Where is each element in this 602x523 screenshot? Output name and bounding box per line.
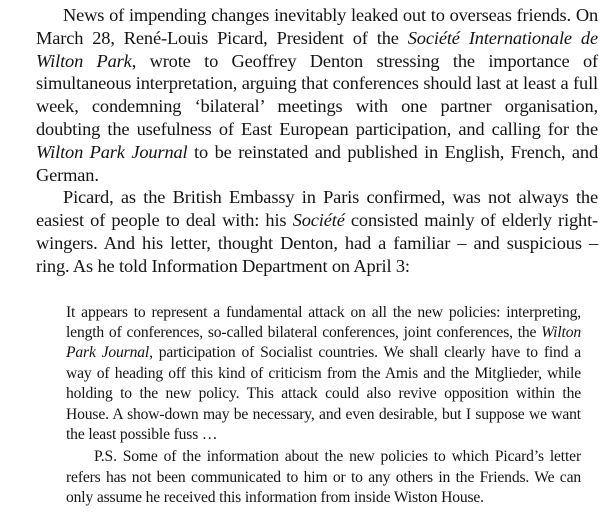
- italic-journal-title-quote: Wilton Park Journal: [66, 323, 581, 362]
- quote-paragraph-main: [66, 303, 581, 446]
- italic-societe-title: Société Internationale de Wilton Park: [36, 27, 598, 71]
- italic-societe-word: Société: [292, 210, 345, 231]
- paragraph-text: Picard, as the British Embassy in Paris confirmed, was not always the easiest of people to deal with: his: [36, 187, 598, 231]
- quote-text: It appears to represent a fundamental attack on all the new policies: interpreting, length of conferences, so-called bilateral conferences, joint conferences, the: [66, 303, 581, 341]
- book-page: [36, 0, 598, 509]
- quote-text: P.S. Some of the information about the new policies to which Picard’s letter refers has not been communicated to him or to any others in the Friends. We can only assume he received this information from inside Wiston House.: [66, 448, 581, 507]
- paragraph-text: , wrote to Geoffrey Denton stressing the importance of simultaneous interpretation, arguing that conferences should last at least a full week, condemning ‘bilateral’ meetings with one partner organisation, doubting the usefulness of East European participation, and calling for the: [36, 50, 598, 139]
- paragraph-text: consisted mainly of elderly right-wingers. And his letter, thought Denton, had a familiar – and suspicious – ring. As he told Information Department on April 3:: [36, 210, 598, 276]
- block-quote: [36, 303, 598, 509]
- quote-text: , participation of Socialist countries. We shall clearly have to find a way of heading off this kind of criticism from the Amis and the Mitglieder, while holding to the new policy. This attack could also revive opposition within the House. A show-down may be necessary, and even desirable, but I suppose we want the least possible fuss …: [66, 344, 582, 443]
- paragraph-text: News of impending changes inevitably leaked out to overseas friends. On March 28, René-Louis Picard, President of the: [36, 5, 598, 48]
- body-paragraph-picard-letter: [36, 4, 598, 186]
- paragraph-text: to be reinstated and published in English, French, and German.: [36, 141, 598, 185]
- body-paragraph-picard-character: [36, 186, 598, 277]
- italic-journal-title: Wilton Park Journal: [36, 141, 188, 162]
- quote-paragraph-postscript: [66, 447, 581, 508]
